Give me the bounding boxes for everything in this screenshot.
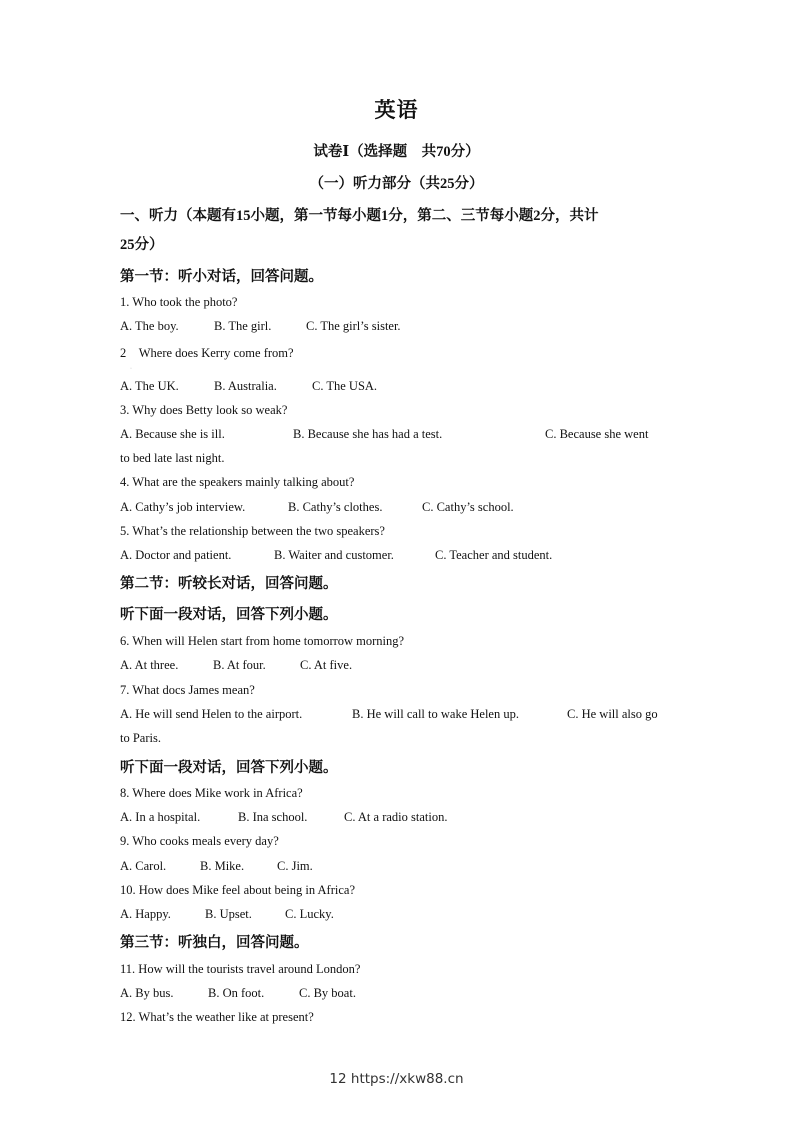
option-b: B. Mike. xyxy=(200,859,245,873)
options-10 xyxy=(120,907,334,922)
page-footer: 12 https://xkw88.cn xyxy=(329,1071,464,1087)
option-c: C. The USA. xyxy=(312,379,378,393)
options-1 xyxy=(120,319,401,334)
option-a: A. Doctor and patient. xyxy=(120,548,232,562)
option-b: B. At four. xyxy=(213,658,266,672)
options-5 xyxy=(120,548,552,563)
sub-heading-1: 听下面一段对话，回答下列小题。 xyxy=(120,607,338,623)
option-a: A. At three. xyxy=(120,658,179,672)
option-a: A. Carol. xyxy=(120,859,167,873)
option-a: A. He will send Helen to the airport. xyxy=(120,707,303,721)
options-3 xyxy=(120,427,648,442)
question-8: 8. Where does Mike work in Africa? xyxy=(120,786,303,800)
option-b: B. Australia. xyxy=(214,379,277,393)
option-a: A. Because she is ill. xyxy=(120,427,225,441)
question-10: 10. How does Mike feel about being in Africa? xyxy=(120,883,356,897)
option-b: B. Waiter and customer. xyxy=(274,548,394,562)
option-b: B. The girl. xyxy=(214,319,272,333)
option-c: C. Teacher and student. xyxy=(435,548,553,562)
sub-heading-2: 听下面一段对话，回答下列小题。 xyxy=(120,760,338,776)
option-b: B. Because she has had a test. xyxy=(293,427,443,441)
option-a: A. The boy. xyxy=(120,319,179,333)
options-2 xyxy=(120,379,377,394)
option-a: A. In a hospital. xyxy=(120,810,201,824)
sec2-heading: 第二节：听较长对话，回答问题。 xyxy=(120,576,338,592)
option-b: B. Cathy’s clothes. xyxy=(288,500,383,514)
option-c: C. Because she went xyxy=(545,427,649,441)
sec1-heading: 第一节：听小对话，回答问题。 xyxy=(120,269,323,285)
sec3-heading: 第三节：听独白，回答问题。 xyxy=(120,935,309,951)
option-b: B. On foot. xyxy=(208,986,265,1000)
options-7 xyxy=(120,707,658,722)
options-4 xyxy=(120,500,514,515)
option-a: A. Happy. xyxy=(120,907,171,921)
question-11: 11. How will the tourists travel around London? xyxy=(120,962,361,976)
option-c: C. He will also go xyxy=(567,707,658,721)
stray-dot: · xyxy=(130,366,132,372)
option-c-cont: to bed late last night. xyxy=(120,451,225,465)
option-c-cont: to Paris. xyxy=(120,731,161,745)
option-b: B. Upset. xyxy=(205,907,252,921)
question-2: 2 Where does Kerry come from? xyxy=(120,346,294,360)
options-11 xyxy=(120,986,356,1001)
page-title: 英语 xyxy=(374,98,419,122)
question-7: 7. What docs James mean? xyxy=(120,683,255,697)
section-heading-cont: 25分） xyxy=(120,237,164,253)
option-c: C. The girl’s sister. xyxy=(306,319,401,333)
question-5: 5. What’s the relationship between the two speakers? xyxy=(120,524,385,538)
section-heading: 一、听力（本题有15小题，第一节每小题1分，第二、三节每小题2分，共计 xyxy=(120,208,599,224)
options-8 xyxy=(120,810,447,825)
question-12: 12. What’s the weather like at present? xyxy=(120,1010,314,1024)
question-9: 9. Who cooks meals every day? xyxy=(120,834,279,848)
option-c: C. Lucky. xyxy=(285,907,334,921)
option-c: C. Cathy’s school. xyxy=(422,500,514,514)
question-4: 4. What are the speakers mainly talking about? xyxy=(120,475,355,489)
part-label: （一）听力部分（共25分） xyxy=(309,176,484,192)
option-a: A. By bus. xyxy=(120,986,174,1000)
option-a: A. The UK. xyxy=(120,379,179,393)
option-b: B. Ina school. xyxy=(238,810,308,824)
options-6 xyxy=(120,658,352,673)
option-a: A. Cathy’s job interview. xyxy=(120,500,246,514)
options-9 xyxy=(120,859,313,874)
question-3: 3. Why does Betty look so weak? xyxy=(120,403,288,417)
paper-label: 试卷Ⅰ（选择题 共70分） xyxy=(313,144,480,160)
option-c: C. At five. xyxy=(300,658,353,672)
option-c: C. Jim. xyxy=(277,859,313,873)
option-c: C. At a radio station. xyxy=(344,810,448,824)
option-b: B. He will call to wake Helen up. xyxy=(352,707,519,721)
question-6: 6. When will Helen start from home tomorrow morning? xyxy=(120,634,405,648)
option-c: C. By boat. xyxy=(299,986,356,1000)
question-1: 1. Who took the photo? xyxy=(120,295,238,309)
